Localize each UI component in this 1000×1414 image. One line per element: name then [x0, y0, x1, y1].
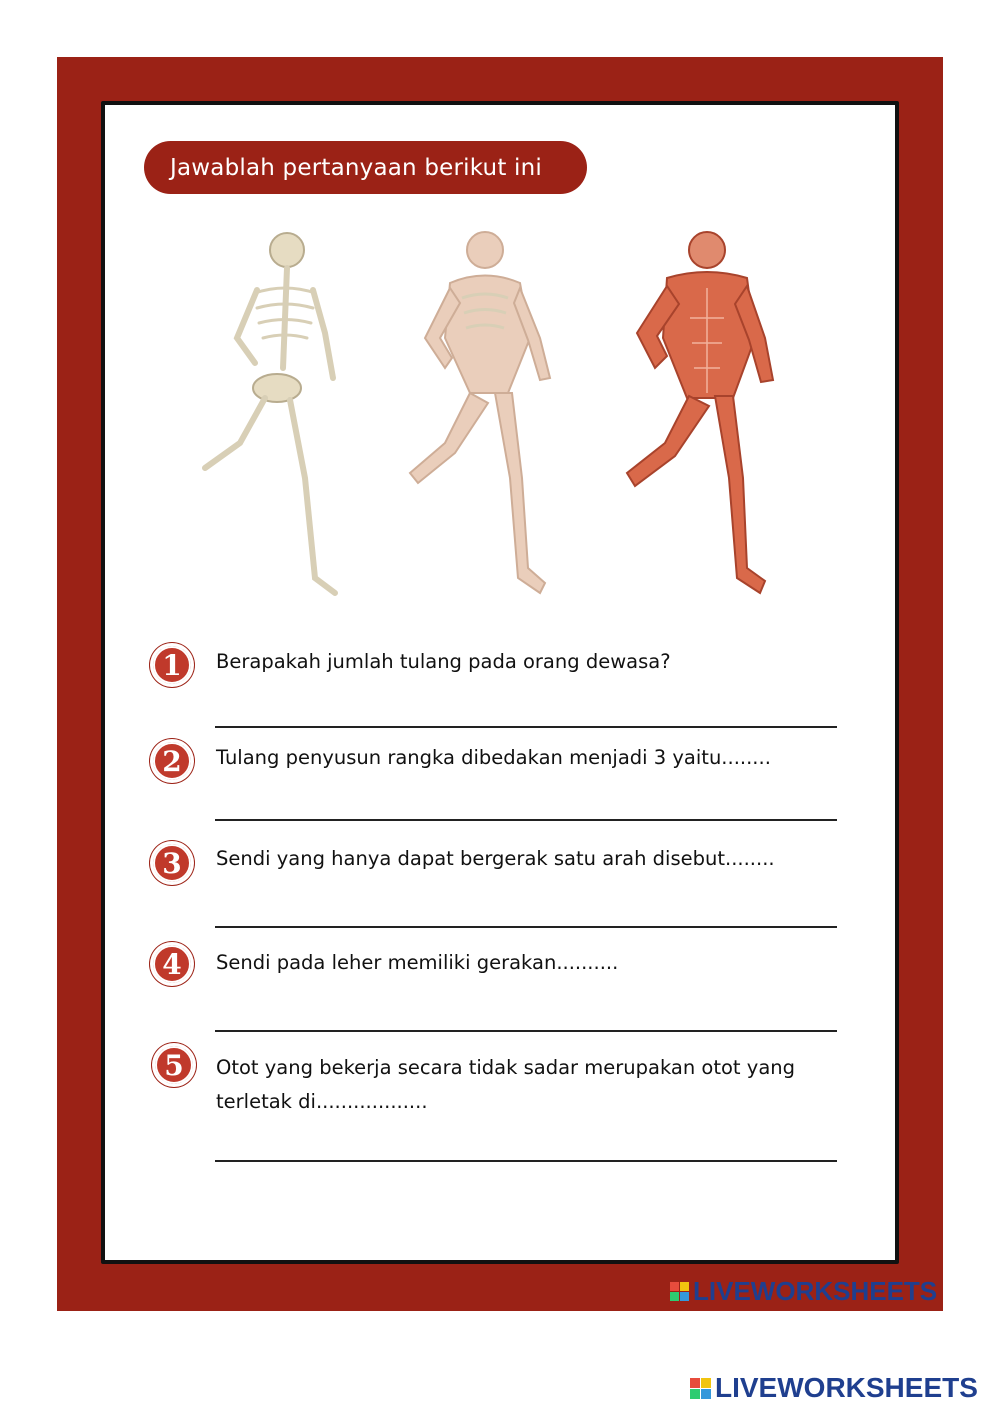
question-3-text: Sendi yang hanya dapat bergerak satu arah disebut........ [216, 847, 775, 870]
question-number-5-text: 5 [164, 1048, 184, 1082]
answer-line-2[interactable] [215, 819, 837, 821]
question-number-4 [150, 942, 194, 986]
question-number-2-text: 2 [162, 744, 182, 778]
question-1-text: Berapakah jumlah tulang pada orang dewasa? [216, 650, 671, 673]
skeleton-figure [185, 228, 355, 608]
brand-logo-frame [670, 1276, 937, 1307]
brand-mark-icon [670, 1282, 689, 1301]
instruction-title-text: Jawablah pertanyaan berikut ini [170, 154, 543, 181]
answer-line-1[interactable] [215, 726, 837, 728]
question-4-text: Sendi pada leher memiliki gerakan.......... [216, 951, 619, 974]
question-number-3 [150, 841, 194, 885]
skeleton-body-figure [390, 228, 560, 608]
answer-line-5[interactable] [215, 1160, 837, 1162]
brand-text-frame: LIVEWORKSHEETS [693, 1276, 938, 1306]
question-2-text: Tulang penyusun rangka dibedakan menjadi 3 yaitu........ [216, 746, 771, 769]
brand-logo-footer[interactable] [690, 1372, 978, 1404]
question-number-5 [152, 1043, 196, 1087]
brand-mark-icon [690, 1378, 711, 1399]
anatomy-figures [185, 228, 785, 608]
answer-line-4[interactable] [215, 1030, 837, 1032]
question-number-4-text: 4 [162, 947, 182, 981]
question-number-3-text: 3 [162, 846, 182, 880]
question-5-text: Otot yang bekerja secara tidak sadar merupakan otot yang terletak di.................. [216, 1056, 796, 1113]
muscle-figure [605, 228, 775, 608]
instruction-title [144, 141, 587, 194]
brand-text-footer: LIVEWORKSHEETS [715, 1372, 978, 1403]
answer-line-3[interactable] [215, 926, 837, 928]
question-number-2 [150, 739, 194, 783]
question-number-1-text: 1 [162, 648, 182, 682]
question-number-1 [150, 643, 194, 687]
